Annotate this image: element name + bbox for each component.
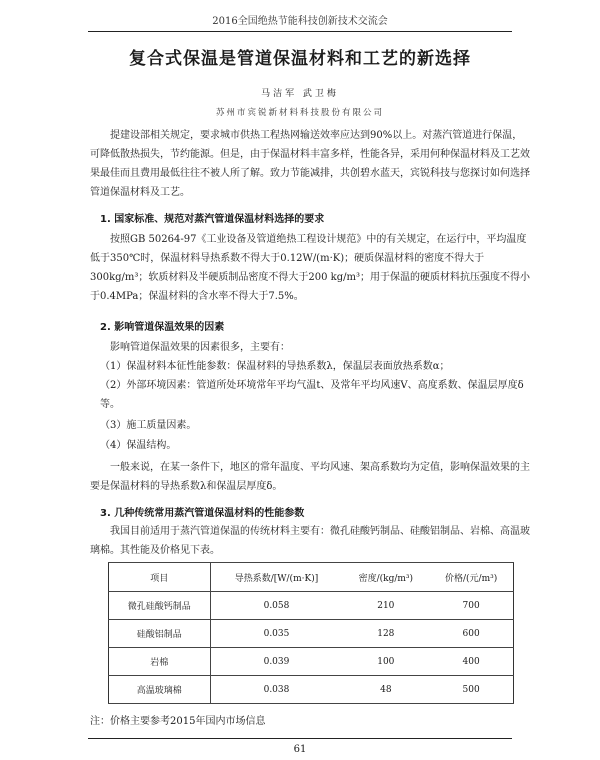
section1-paragraph: 按照GB 50264-97《工业设备及管道绝热工程设计规范》中的有关规定，在运行中，平均温度低于350℃时，保温材料导热系数不得大于0.12W/(m·K)；硬质保温材料的密度不得大于300kg/m³；软质材料及半硬质制品密度不得大于200 kg/m³；用于保温的硬质材料抗压强度不得小于0.4MPa；保温材料的含水率不得大于7.5%。 [90,234,530,302]
table-header-row [109,563,514,592]
table-cell: 100 [342,648,429,676]
table-cell: 500 [429,676,513,704]
section2-item-3: （3）施工质量因素。 [100,420,197,431]
section2-lead: 影响管道保温效果的因素很多，主要有： [110,342,290,353]
paper-title: 复合式保温是管道保温材料和工艺的新选择 [129,49,471,69]
section2-item-2: （2）外部环境因素：管道所处环境常年平均气温t、及常年平均风速V、高度系数、保温层厚度δ等。 [100,380,524,410]
table-header-cell: 价格/(元/m³) [429,563,513,592]
section1-block [90,230,530,306]
section2-heading: 2. 影响管道保温效果的因素 [100,322,225,333]
table-row [109,592,514,620]
intro-block [90,126,530,202]
table-cell: 128 [342,620,429,648]
table-cell: 400 [429,648,513,676]
table-cell: 硅酸铝制品 [109,620,211,648]
section3-paragraph: 我国目前适用于蒸汽管道保温的传统材料主要有：微孔硅酸钙制品、硅酸铝制品、岩棉、高温玻璃棉。其性能及价格见下表。 [90,526,530,556]
table-cell: 0.038 [210,676,342,704]
table-header-cell: 密度/(kg/m³) [342,563,429,592]
table-header-cell: 项目 [109,563,211,592]
table-cell: 岩棉 [109,648,211,676]
table-cell: 0.035 [210,620,342,648]
footer-divider [88,738,512,739]
section2-summary: 一般来说，在某一条件下，地区的常年温度、平均风速、架高系数均为定值，影响保温效果的主要是保温材料的导热系数λ和保温层厚度δ。 [90,462,530,492]
affiliation: 苏州市宾锐新材料科技股份有限公司 [215,108,384,118]
table-cell: 210 [342,592,429,620]
section2-summary-block [90,458,530,496]
table-row [109,620,514,648]
table-cell: 700 [429,592,513,620]
table-cell: 600 [429,620,513,648]
section2-item-1: （1）保温材料本征性能参数：保温材料的导热系数λ，保温层表面放热系数α； [100,361,450,372]
authors: 马洁军 武卫梅 [261,89,339,99]
table-row [109,648,514,676]
intro-paragraph: 提建设部相关规定，要求城市供热工程热网输送效率应达到90%以上。对蒸汽管道进行保温，可降低散热损失，节约能源。但是，由于保温材料丰富多样，性能各异，采用何种保温材料及工艺效果最佳而且费用最低往往不被人所了解。致力节能减排，共创碧水蓝天，宾锐科技与您探讨如何选择管道保温材料及工艺。 [90,130,530,198]
page-number: 61 [293,744,307,755]
section3-block [90,522,530,560]
materials-table [108,562,514,704]
table-cell: 0.058 [210,592,342,620]
section2-lead-block [90,338,530,357]
section3-heading: 3. 几种传统常用蒸汽管道保温材料的性能参数 [100,508,305,519]
table-cell: 48 [342,676,429,704]
table-row [109,676,514,704]
table-cell: 微孔硅酸钙制品 [109,592,211,620]
section2-item-4: （4）保温结构。 [100,440,177,451]
table-note: 注：价格主要参考2015年国内市场信息 [90,716,266,727]
conference-header: 2016全国绝热节能科技创新技术交流会 [88,12,512,32]
table-header-cell: 导热系数/[W/(m·K)] [210,563,342,592]
table-cell: 高温玻璃棉 [109,676,211,704]
table-cell: 0.039 [210,648,342,676]
section1-heading: 1. 国家标准、规范对蒸汽管道保温材料选择的要求 [100,214,325,225]
